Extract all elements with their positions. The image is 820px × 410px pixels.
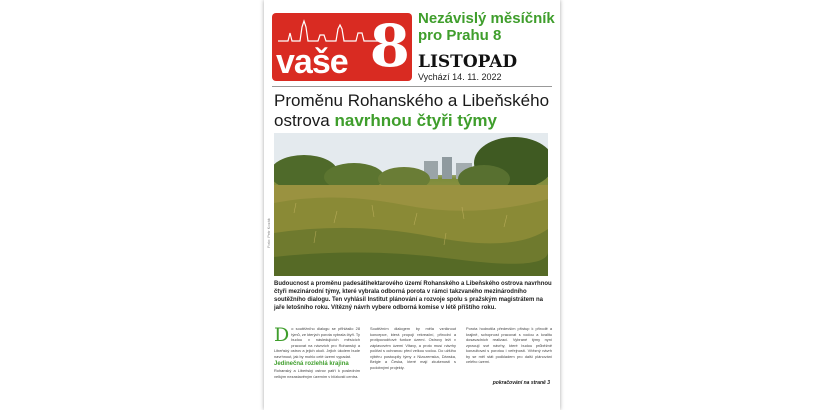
prague-skyline-icon — [278, 17, 378, 43]
lead-paragraph: Budoucnost a proměnu padesátihektarového území Rohanského a Libeňského ostrova navrhnou čtyři mezinárodní týmy, které vybrala odborná porota v rámci takzvaného mezinárodního soutěžního dialogu. Ten vyhlásil Institut plánování a rozvoje spolu s pražským magistrátem na jaře letošního roku. Vítězný návrh vybere odborná komise v létě příštího roku. — [274, 281, 552, 312]
tagline — [418, 10, 558, 44]
body-column-2: Soutěžním dialogem by měla vzniknout koncepce, která propojí rekreační, přírodní a protipovodňové funkce území. Ostrovy leží v záplavovém území Vltavy, a proto musí návrhy počítat s ochranou před velkou vodou. Do užšího výběru postoupily týmy z Nizozemska, Dánska, Belgie a Česka, které mají zkušenosti s podobnými projekty. — [370, 326, 456, 370]
headline-part2: navrhnou čtyři týmy — [334, 111, 497, 130]
article-body — [274, 326, 552, 388]
vase8-logo — [272, 13, 412, 81]
meadow-landscape-image — [274, 133, 548, 276]
issue-date: Vychází 14. 11. 2022 — [418, 72, 502, 82]
logo-wordmark: vaše — [276, 43, 348, 81]
headline — [274, 91, 554, 131]
headline-part1: Proměnu Rohanského a Libeňského ostrova — [274, 91, 550, 130]
subhead: Jedinečná rozlehlá krajina — [274, 361, 349, 367]
continued-link[interactable]: pokračování na straně 3 — [492, 380, 550, 386]
issue-month: LISTOPAD — [418, 52, 518, 72]
photo-credit: Foto: Petr Kozák — [266, 218, 271, 248]
col1-text: o soutěžního dialogu se přihlásilo 28 týmů, ze kterých porota vybrala čtyři. Ty budou v následujících měsících pracovat na návrzích pro Rohanský a Libeňský ostrov a jejich okolí. Jejich úkolem bude navrhnout, jak by mohlo celé území vypadat. — [274, 326, 360, 359]
tagline-line1: Nezávislý měsíčník — [418, 10, 555, 27]
tagline-line2: pro Prahu 8 — [418, 27, 502, 44]
dropcap: D — [274, 324, 290, 346]
col1-after: Rohanský a Libeňský ostrov patří k posledním velkým nezastavěným územím v blízkosti centra. — [274, 368, 360, 379]
body-column-3: Porota hodnotila především přístup k přírodě a krajině, schopnost pracovat s vodou a kvalitu dosavadních realizací. Vybrané týmy nyní zpracují své návrhy, které budou průběžně konzultovat s porotou i veřejností. Vítězný návrh by se měl stát podkladem pro další plánování celého území. — [466, 326, 552, 364]
newspaper-page — [264, 0, 560, 410]
masthead-divider — [272, 86, 552, 87]
logo-number: 8 — [369, 12, 410, 80]
body-column-1 — [274, 326, 360, 379]
island-photo — [274, 133, 548, 276]
